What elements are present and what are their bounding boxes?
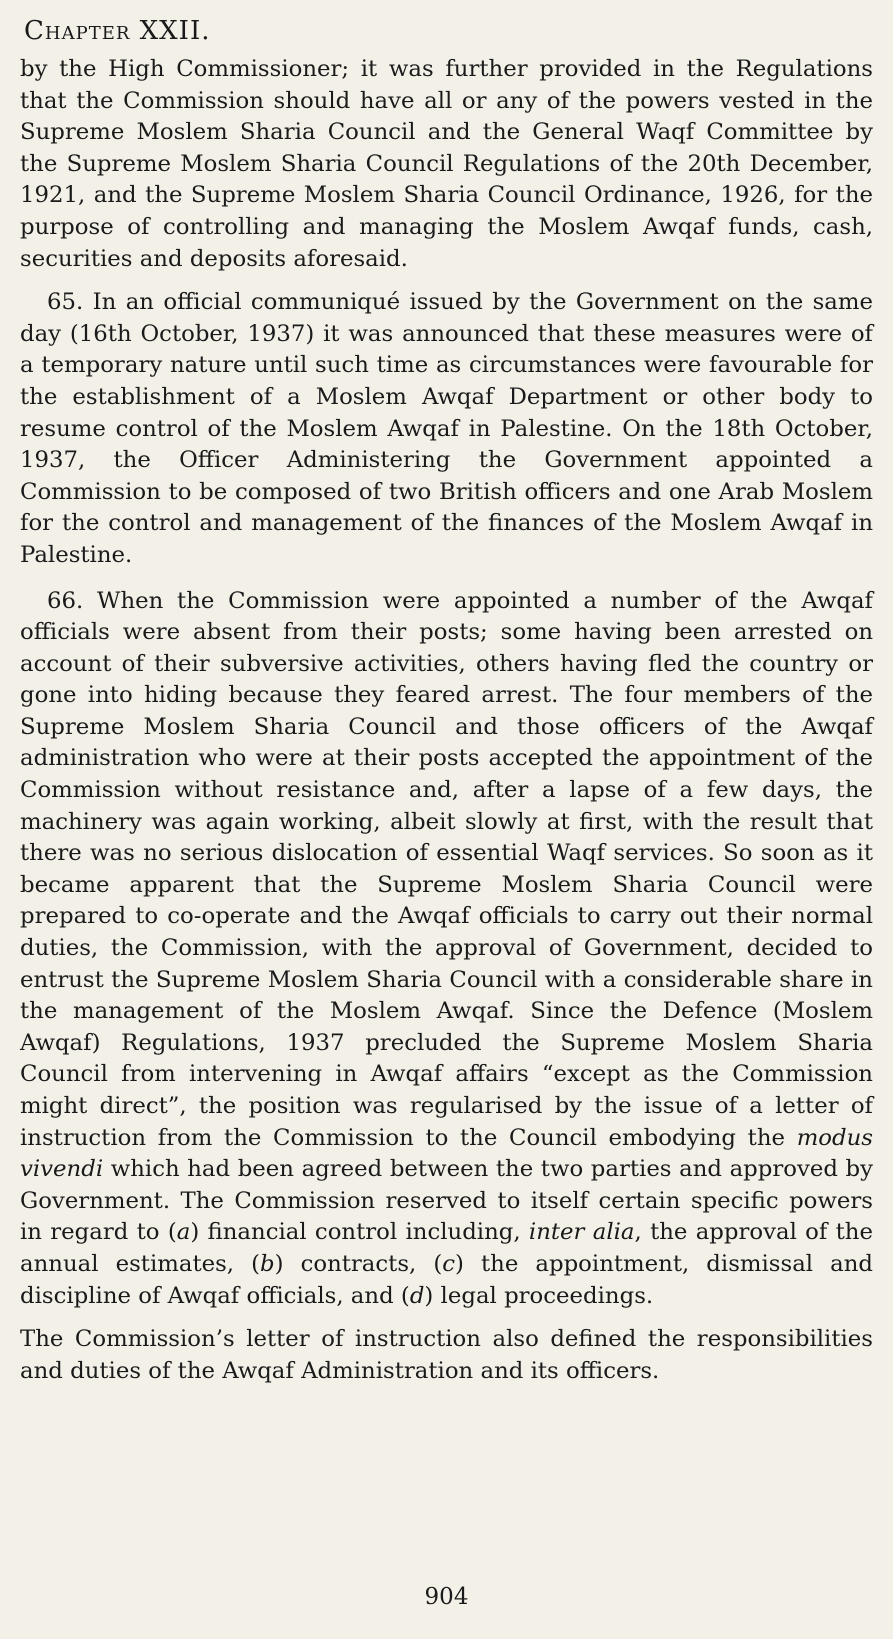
paragraph-66-text-g: ) legal proceedings. <box>424 1282 654 1309</box>
paragraph-66-text-a: 66. When the Commission were appointed a number of the Awqaf officials were absent from their posts; some having been arrested on account of their subversive activities, others having fled the country or gone into hiding because they feared arrest. The four members of the Supreme Moslem Sharia Council and those officers of the Awqaf administration who were at their posts accepted the appointment of the Commission without resistance and, after a lapse of a few days, the machinery was again working, albeit slowly at first, with the result that there was no serious dislocation of essential Waqf services. So soon as it became apparent that the Supreme Moslem Sharia Council were prepared to co-operate and the Awqaf officials to carry out their normal duties, the Commission, with the approval of Government, decided to entrust the Supreme Moslem Sharia Council with a considerable share in the management of the Moslem Awqaf. Since the Defence (Moslem Awqaf) Regulations, 1937 precluded the Supreme Moslem Sharia Council from intervening in Awqaf affairs “except as the Commission might direct”, the position was regularised by the issue of a letter of instruction from the Commission to the Council embodying the <box>20 587 873 1151</box>
paragraph-final: The Commission’s letter of instruction also defined the responsibilities and duties of the Awqaf Administration and its officers. <box>20 1326 873 1384</box>
paragraph-66-text-f: ) the appointment, dismissal and discipline of Awqaf officials, and ( <box>20 1250 874 1309</box>
item-d-letter: d <box>409 1282 425 1309</box>
paragraph-66-text-b: which had been agreed between the two parties and approved by Government. The Commission reserved to itself certain specific powers in regard to ( <box>20 1156 874 1246</box>
paragraph-66 <box>20 586 873 1313</box>
inter-alia-italic: inter alia <box>528 1219 635 1246</box>
page-number: 904 <box>424 1584 469 1610</box>
item-c-letter: c <box>442 1250 456 1277</box>
paragraph-65: 65. In an official communiqué issued by the Government on the same day (16th October, 1937) it was announced that these measures were of a temporary nature until such time as circumstances were favourable for the establishment of a Moslem Awqaf Department or other body to resume control of the Moslem Awqaf in Palestine. On the 18th October, 1937, the Officer Administering the Government appointed a Commission to be composed of two British officers and one Arab Moslem for the control and management of the finances of the Moslem Awqaf in Palestine. <box>20 289 873 568</box>
paragraph-66-text-e: ) contracts, ( <box>274 1250 443 1277</box>
chapter-heading: Chapter XXII. <box>24 16 211 46</box>
item-b-letter: b <box>260 1250 275 1277</box>
modus-vivendi-italic: modus vivendi <box>20 1124 874 1183</box>
paragraph-66-text-d: , the approval of the annual estimates, ( <box>20 1219 873 1277</box>
paragraph-continuation: by the High Commissioner; it was further provided in the Regulations that the Commission should have all or any of the powers vested in the Supreme Moslem Sharia Council and the General Waqf Committee by the Supreme Moslem Sharia Council Regulations of the 20th December, 1921, and the Supreme Moslem Sharia Council Ordinance, 1926, for the purpose of controlling and managing the Moslem Awqaf funds, cash, securities and deposits aforesaid. <box>20 56 873 272</box>
item-a-letter: a <box>176 1219 191 1246</box>
paragraph-66-text-c: ) financial control including, <box>190 1219 521 1246</box>
